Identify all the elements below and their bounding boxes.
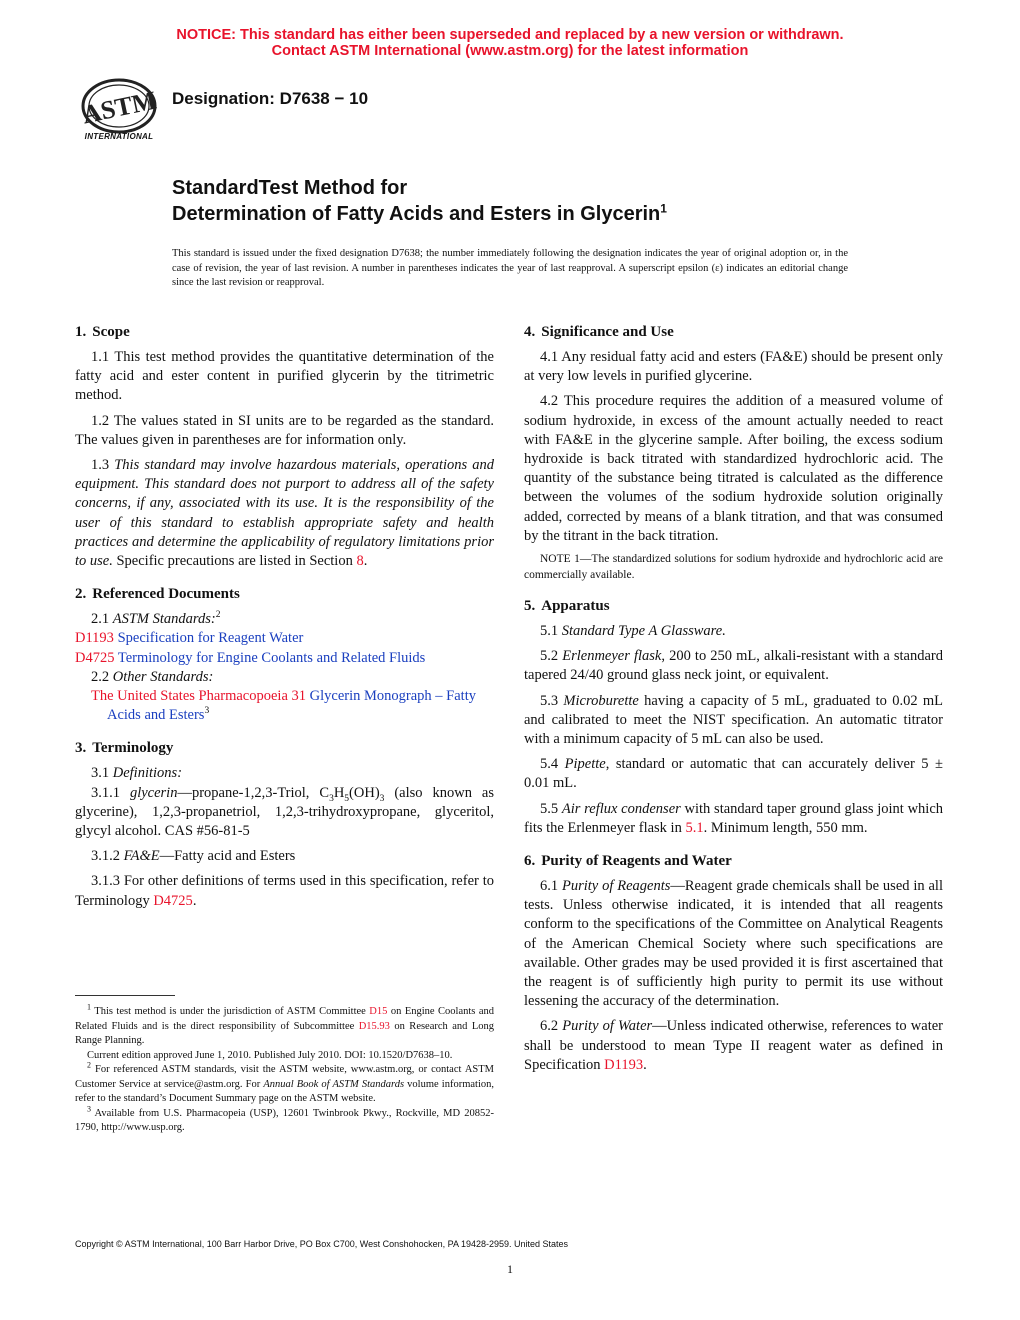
paragraph: 5.3 Microburette having a capacity of 5 mL, graduated to 0.02 mL and calibrated to meet the NIST specification. An automatic titrator with a minimum capacity of 5 mL can also be used. xyxy=(524,692,944,748)
paragraph: 5.2 Erlenmeyer flask, 200 to 250 mL, alkali-resistant with a standard tapered 24/40 ground glass neck joint, or equivalent. xyxy=(524,648,944,684)
footnote-divider xyxy=(75,995,175,996)
footnote-1: $^1$ This test method is under the jurisdiction of ASTM Committee D15 on Engine Coolants and Related Fluids and is the direct responsibility of Subcommittee D15.93 on Research and Long Range Planning. xyxy=(75,1002,494,1046)
reference-d4725[interactable]: D4725 Terminology for Engine Coolants and Related Fluids xyxy=(75,649,426,666)
designation: Designation: D7638 − 10 xyxy=(172,89,369,108)
title-line-2: Determination of Fatty Acids and Esters in Glycerin$^1$ xyxy=(172,201,667,225)
page-number: 1 xyxy=(507,1262,513,1276)
notice-banner xyxy=(0,27,1020,59)
paragraph: 2.2 Other Standards: xyxy=(91,668,214,685)
paragraph: 3.1.3 For other definitions of terms used in this specification, refer to Terminology D4725. xyxy=(75,873,494,909)
footnote-3: $^3$ Available from U.S. Pharmacopeia (USP), 12601 Twinbrook Pkwy., Rockville, MD 20852-1790, http://www.usp.org. xyxy=(75,1104,494,1133)
section-link[interactable]: 8 xyxy=(356,553,364,570)
paragraph: 1.1 This test method provides the quantitative determination of the fatty acid and ester content in purified glycerin by the titrimetric method. xyxy=(75,349,494,404)
document-title xyxy=(172,175,872,227)
paragraph: 3.1 Definitions: xyxy=(91,765,183,782)
title-footnote-ref[interactable]: 1 xyxy=(660,201,667,216)
terminology-link[interactable]: D4725 xyxy=(153,892,193,909)
reference-usp[interactable]: The United States Pharmacopoeia 31 Glycerin Monograph – Fatty Acids and Esters$^3$ xyxy=(91,688,476,724)
issued-statement: This standard is issued under the fixed designation D7638; the number immediately following the designation indicates the year of original adoption or, in the case of revision, the year of last revision. A number in parentheses indicates the year of last reapproval. A superscript epsilon (ε) indicates an editorial change since the last revision or reapproval. xyxy=(172,248,848,288)
footnote-2: $^2$ For referenced ASTM standards, visit the ASTM website, www.astm.org, or contact ASTM Customer Service at service@astm.org. For Annual Book of ASTM Standards volume information, refer to the standard’s Document Summary page on the ASTM website. xyxy=(75,1060,494,1104)
section-purity xyxy=(524,851,943,1075)
footnote-1-edition: Current edition approved June 1, 2010. Published July 2010. DOI: 10.1520/D7638–10. xyxy=(87,1049,453,1061)
note-1: NOTE 1—The standardized solutions for sodium hydroxide and hydrochloric acid are commercially available. xyxy=(524,553,943,581)
committee-link[interactable]: D15 xyxy=(369,1006,388,1017)
paragraph: 3.1.2 FA&E—Fatty acid and Esters xyxy=(91,848,296,865)
paragraph: 4.1 Any residual fatty acid and esters (FA&E) should be present only at very low levels in purified glycerine. xyxy=(524,349,943,385)
reference-d1193[interactable]: D1193 Specification for Reagent Water xyxy=(75,630,304,647)
section-scope xyxy=(75,322,494,571)
right-column xyxy=(524,322,943,1088)
purity-link[interactable]: D1193 xyxy=(604,1056,644,1073)
section-significance xyxy=(524,322,943,583)
section-referenced-documents xyxy=(75,584,494,725)
title-line-1: StandardTest Method for xyxy=(172,177,408,199)
logo-caption: INTERNATIONAL xyxy=(84,132,154,141)
paragraph: 1.2 The values stated in SI units are to be regarded as the standard. The values given in parentheses are for information only. xyxy=(75,412,494,448)
section-heading: 2. Referenced Documents xyxy=(75,586,240,603)
apparatus-link[interactable]: 5.1 xyxy=(685,819,704,836)
paragraph: 1.3 This standard may involve hazardous materials, operations and equipment. This standard does not purport to address all of the safety concerns, if any, associated with its use. It is the responsibility of the user of this standard to establish appropriate safety and health practices and determine the applicability of regulatory limitations prior to use. Specific precautions are listed in Section 8. xyxy=(75,457,495,570)
left-column xyxy=(75,322,494,924)
paragraph: 3.1.1 glycerin—propane-1,2,3-Triol, $C_3H_5(OH)_3$ (also known as glycerine), 1,2,3-propanetriol, 1,2,3-trihydroxypropane, glyceritol, glycyl alcohol. CAS #56-81-5 xyxy=(75,784,494,840)
section-apparatus xyxy=(524,596,943,838)
paragraph: 5.4 Pipette, standard or automatic that can accurately deliver 5 ± 0.01 mL. xyxy=(524,756,943,792)
section-heading: 5. Apparatus xyxy=(524,598,610,615)
section-heading: 1. Scope xyxy=(75,324,130,340)
paragraph: 5.5 Air reflux condenser with standard taper ground glass joint which fits the Erlenmeyer flask in 5.1. Minimum length, 550 mm. xyxy=(524,800,943,836)
footnotes xyxy=(75,1002,494,1136)
notice-line-2: Contact ASTM International (www.astm.org) for the latest information xyxy=(271,43,749,59)
section-heading: 4. Significance and Use xyxy=(524,324,674,340)
svg-text:ASTM: ASTM xyxy=(79,85,160,130)
subcommittee-link[interactable]: D15.93 xyxy=(358,1020,390,1032)
paragraph: 4.2 This procedure requires the addition of a measured volume of sodium hydroxide, in excess of the amount actually needed to react with FA&E in the glycerine sample. After boiling, the excess sodium hydroxide is back titrated with standardized hydrochloric acid. The quantity of the substance being titrated is calculated as the difference between the volumes of the sodium hydroxide solution originally added, corrected by means of a blank titration, and that was consumed by the titrant in the back titration. xyxy=(524,393,943,544)
copyright: Copyright © ASTM International, 100 Barr Harbor Drive, PO Box C700, West Conshohocken, PA 19428-2959. United States xyxy=(75,1239,569,1249)
section-heading: 3. Terminology xyxy=(75,740,174,757)
paragraph: 5.1 Standard Type A Glassware. xyxy=(540,623,726,640)
paragraph: 2.1 ASTM Standards:$^2$ xyxy=(91,610,221,628)
section-heading: 6. Purity of Reagents and Water xyxy=(524,853,732,870)
paragraph: 6.2 Purity of Water—Unless indicated otherwise, references to water shall be understood to mean Type II reagent water as defined in Specification D1193. xyxy=(524,1018,943,1073)
paragraph: 6.1 Purity of Reagents—Reagent grade chemicals shall be used in all tests. Unless otherwise indicated, it is intended that all reagents conform to the specifications of the Committee on Analytical Reagents of the American Chemical Society where such specifications are available. Other grades may be used provided it is first ascertained that the reagent is of sufficiently high purity to permit its use without lessening the accuracy of the determination. xyxy=(524,878,943,1010)
notice-line-1: NOTICE: This standard has either been superseded and replaced by a new version or withdrawn. xyxy=(176,27,844,43)
section-terminology xyxy=(75,738,494,910)
